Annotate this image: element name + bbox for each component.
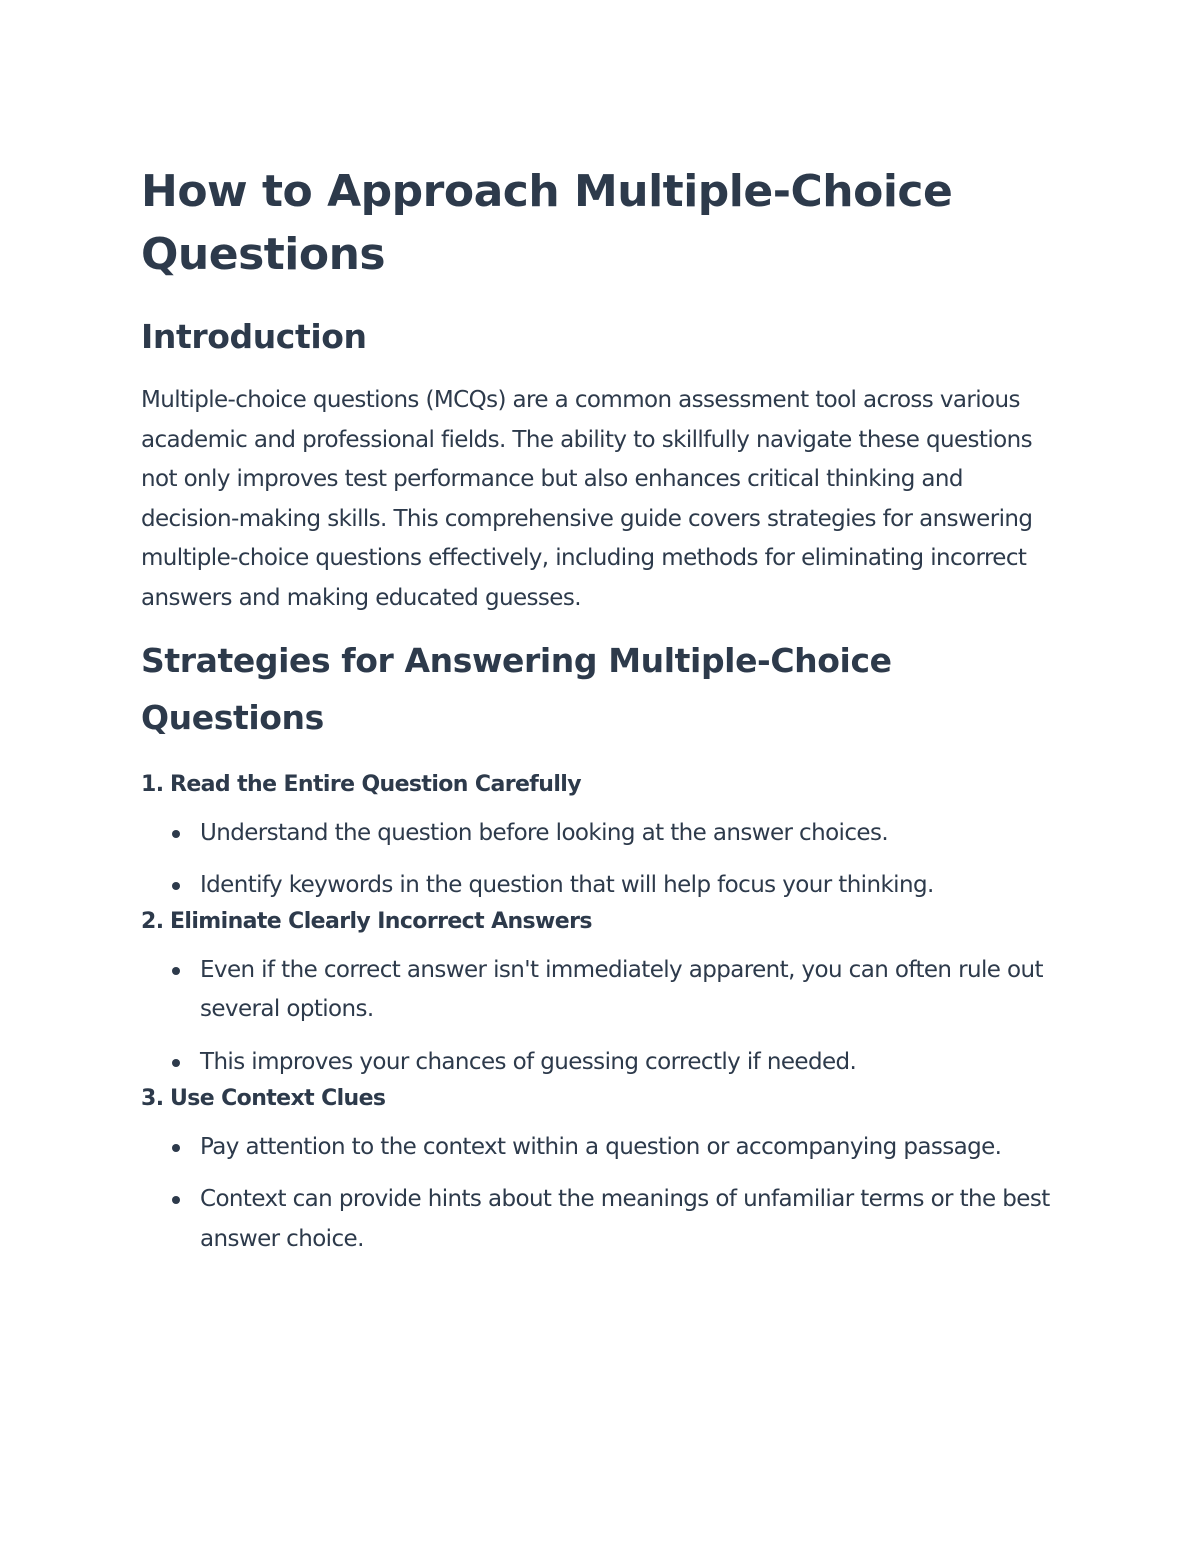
strategy-item (141, 769, 1061, 906)
strategy-title: Use Context Clues (170, 1085, 386, 1111)
bullet-list (141, 1128, 1061, 1260)
bullet-icon (172, 1059, 180, 1067)
list-item (141, 951, 1061, 1030)
introduction-heading: Introduction (141, 317, 367, 356)
bullet-text: Pay attention to the context within a question or accompanying passage. (200, 1133, 1002, 1160)
list-item (141, 1128, 1061, 1168)
list-item (141, 1043, 1061, 1083)
bullet-text: Context can provide hints about the meanings of unfamiliar terms or the best answer choice. (200, 1186, 1050, 1252)
strategy-item (141, 906, 1061, 1083)
bullet-text: Identify keywords in the question that will help focus your thinking. (200, 872, 934, 899)
strategies-heading: Strategies for Answering Multiple-Choice Questions (141, 640, 892, 737)
bullet-icon (172, 967, 180, 975)
strategy-title: Read the Entire Question Carefully (170, 771, 581, 797)
document-page (141, 160, 1061, 1259)
strategy-heading (141, 1083, 1061, 1115)
bullet-icon (172, 882, 180, 890)
strategy-number: 3. (141, 1085, 164, 1111)
strategy-heading (141, 769, 1061, 801)
bullet-list (141, 951, 1061, 1083)
list-item (141, 866, 1061, 906)
bullet-list (141, 814, 1061, 906)
list-item (141, 1180, 1061, 1259)
strategy-number: 2. (141, 908, 164, 934)
list-item (141, 814, 1061, 854)
strategy-heading (141, 906, 1061, 938)
bullet-icon (172, 1144, 180, 1152)
bullet-icon (172, 1196, 180, 1204)
introduction-paragraph: Multiple-choice questions (MCQs) are a common assessment tool across various academic and professional fields. The ability to skillfully navigate these questions not only improves test performance but also enhances critical thinking and decision-making skills. This comprehensive guide covers strategies for answering multiple-choice questions effectively, including methods for eliminating incorrect answers and making educated guesses. (141, 387, 1033, 611)
bullet-icon (172, 830, 180, 838)
strategy-number: 1. (141, 771, 164, 797)
bullet-text: Understand the question before looking at the answer choices. (200, 819, 889, 846)
page-title: How to Approach Multiple-Choice Questions (141, 166, 953, 280)
strategy-item (141, 1083, 1061, 1260)
strategies-list (141, 769, 1061, 1260)
bullet-text: This improves your chances of guessing correctly if needed. (200, 1048, 857, 1075)
strategy-title: Eliminate Clearly Incorrect Answers (170, 908, 592, 934)
bullet-text: Even if the correct answer isn't immediately apparent, you can often rule out several options. (200, 956, 1043, 1023)
